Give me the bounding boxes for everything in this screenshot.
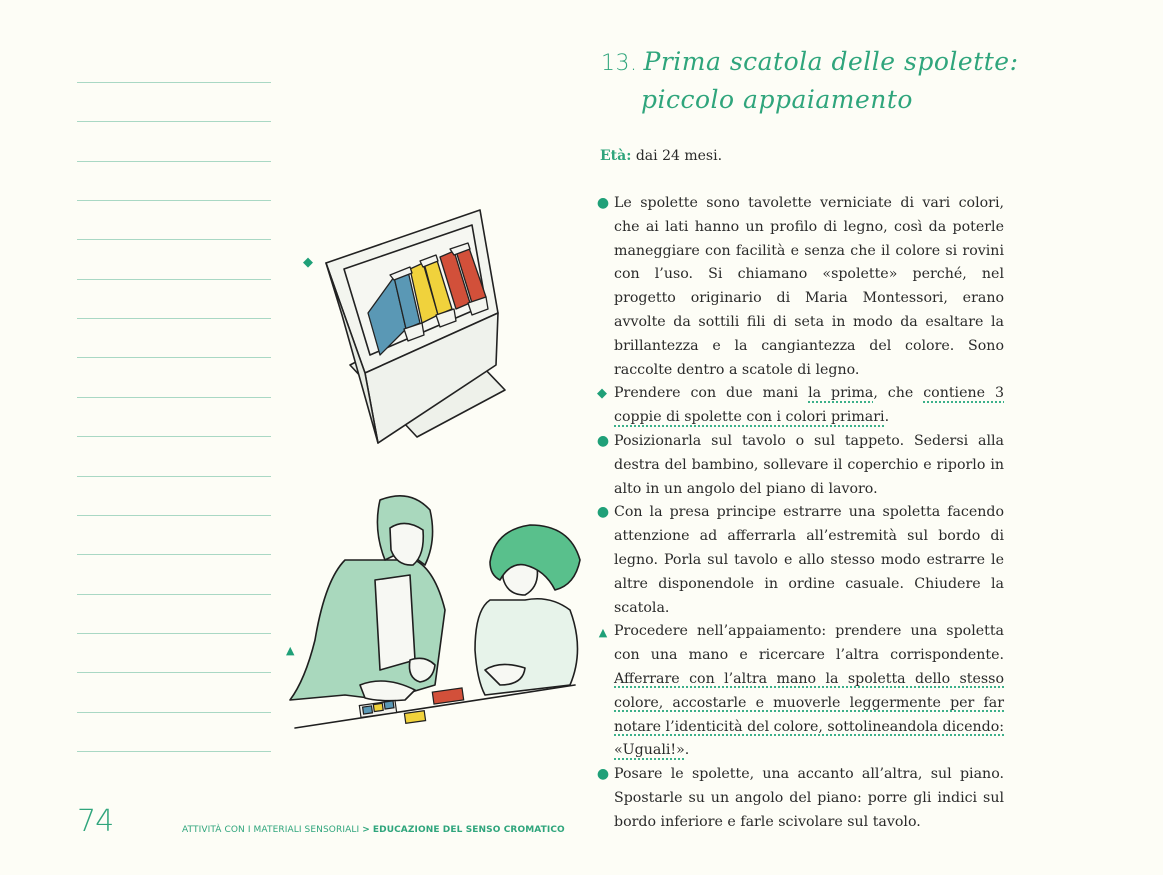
note-line (77, 200, 271, 201)
note-line (77, 161, 271, 162)
note-line (77, 121, 271, 122)
diamond-marker-icon: ◆ (303, 255, 313, 270)
highlighted-text: contiene 3 coppie di spolette con i colori primari (614, 385, 1004, 426)
adult-child-illustration (285, 490, 585, 735)
list-item (596, 382, 1004, 430)
list-item (596, 763, 1004, 834)
breadcrumb-section: ATTIVITÀ CON I MATERIALI SENSORIALI (182, 825, 360, 835)
highlighted-text: Afferrare con l’altra mano la spoletta dello stesso colore, accostarle e muoverle leggermente per far notare l’identicità del colore, sottolineandola dicendo: «Uguali!» (614, 670, 1005, 759)
title-line-2: piccolo appaiamento (641, 85, 913, 114)
note-line (77, 594, 271, 595)
step-text: Posare le spolette, una accanto all’altra, sul piano. Spostarle su un angolo del piano: porre gli indici sul bordo inferiore e farle scivolare sul tavolo. (614, 766, 1004, 830)
title-line-1: Prima scatola delle spolette: (643, 47, 1019, 76)
list-item (596, 430, 1004, 501)
note-line (77, 397, 271, 398)
breadcrumb-current: EDUCAZIONE DEL SENSO CROMATICO (372, 825, 565, 835)
age-info (600, 146, 722, 166)
page-number: 74 (77, 804, 114, 839)
step-text: , che (873, 385, 924, 402)
step-text: Posizionarla sul tavolo o sul tappeto. Sedersi alla destra del bambino, sollevare il coperchio e riporlo in alto in un angolo del piano di lavoro. (614, 432, 1004, 497)
diamond-bullet-icon: ◆ (597, 386, 607, 402)
breadcrumb-separator: > (362, 825, 370, 835)
note-line (77, 82, 271, 83)
list-item (596, 620, 1004, 763)
step-text: Con la presa principe estrarre una spoletta facendo attenzione ad afferrarla all’estremità sul bordo di legno. Porla sul tavolo e allo stesso modo estrarre le altre disponendole in ordine casuale. Chiudere la scatola. (614, 504, 1004, 616)
activity-number: 13. (601, 51, 638, 76)
note-line (77, 515, 271, 516)
step-text: Prendere con due mani (614, 385, 809, 402)
note-line (77, 357, 271, 358)
breadcrumb (182, 824, 565, 836)
triangle-marker-icon: ▲ (286, 644, 295, 657)
dot-bullet-icon: ● (596, 766, 610, 783)
note-line (77, 279, 271, 280)
procedure-list (596, 192, 1004, 835)
highlighted-text: la prima (808, 385, 874, 402)
list-item (596, 501, 1004, 620)
dot-bullet-icon: ● (596, 504, 610, 521)
age-value: dai 24 mesi. (635, 148, 723, 164)
note-line (77, 476, 271, 477)
step-text: . (684, 742, 690, 759)
triangle-bullet-icon: ▲ (598, 626, 608, 640)
age-label: Età: (600, 148, 632, 164)
page-title (601, 44, 1021, 118)
note-line (77, 318, 271, 319)
step-text: Le spolette sono tavolette verniciate di vari colori, che ai lati hanno un profilo di legno, così da poterle maneggiare con facilità e senza che il colore si rovini con l’uso. Si chiamano «spolette» perché, nel progetto originario di Maria Montessori, erano avvolte da sottili fili di seta in modo da esaltare la brillantezza e la cangiantezza del colore. Sono raccolte dentro a scatole di legno. (614, 195, 1004, 378)
note-line (77, 554, 271, 555)
note-line (77, 751, 271, 752)
dot-bullet-icon: ● (596, 432, 610, 449)
note-line (77, 712, 271, 713)
note-line (77, 672, 271, 673)
spool-box-illustration (320, 205, 560, 445)
note-line (77, 436, 271, 437)
step-text: Procedere nell’appaiamento: prendere una spoletta con una mano e ricercare l’altra corrispondente. (614, 623, 1004, 664)
step-text: . (884, 409, 890, 426)
list-item (596, 192, 1004, 382)
note-line (77, 239, 271, 240)
dot-bullet-icon: ● (596, 195, 610, 211)
note-line (77, 633, 271, 634)
